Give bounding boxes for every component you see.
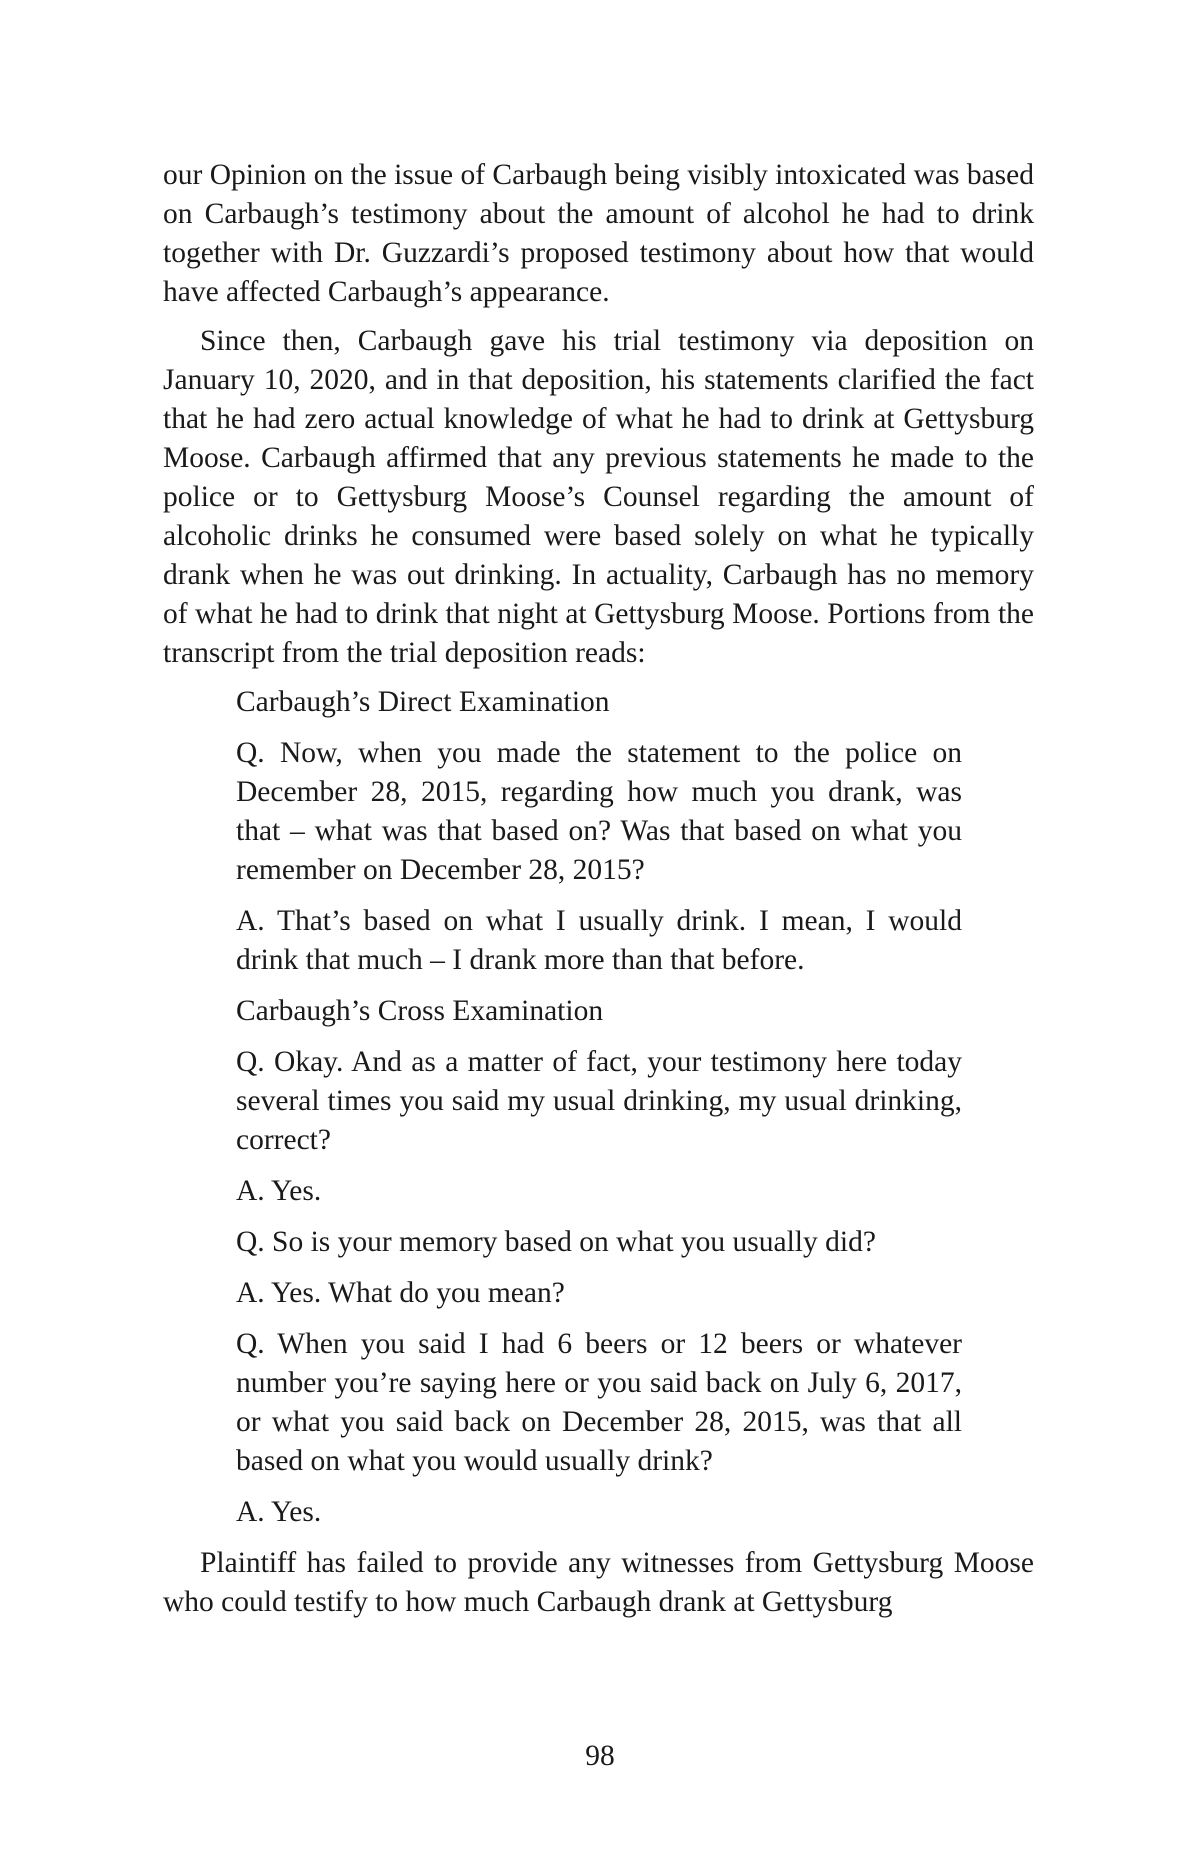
transcript-answer: A. Yes. — [236, 1496, 322, 1528]
transcript-question: Q. Okay. And as a matter of fact, your testimony here today several times you said my usual drinking, my usual drinking, correct? — [236, 1046, 962, 1156]
direct-examination-heading: Carbaugh’s Direct Examination — [236, 686, 610, 718]
transcript-question: Q. So is your memory based on what you usually did? — [236, 1226, 876, 1258]
deposition-paragraph: Since then, Carbaugh gave his trial testimony via deposition on January 10, 2020, and in that deposition, his statements clarified the fact that he had zero actual knowledge of what he had to drink at Gettysburg Moose. Carbaugh affirmed that any previous statements he made to the police or to Gettysburg Moose’s Counsel regarding the amount of alcoholic drinks he consumed were based solely on what he typically drank when he was out drinking. In actuality, Carbaugh has no memory of what he had to drink that night at Gettysburg Moose. Portions from the transcript from the trial deposition reads: — [163, 325, 1034, 669]
transcript-question: Q. When you said I had 6 beers or 12 beers or whatever number you’re saying here or you said back on July 6, 2017, or what you said back on December 28, 2015, was that all based on what you would usually drink? — [236, 1328, 962, 1477]
page-number: 98 — [585, 1740, 615, 1772]
transcript-excerpt — [236, 683, 962, 1532]
closing-paragraph: Plaintiff has failed to provide any witnesses from Gettysburg Moose who could testify to how much Carbaugh drank at Gettysburg — [163, 1547, 1034, 1618]
page-body — [163, 156, 1034, 1632]
cross-examination-heading: Carbaugh’s Cross Examination — [236, 995, 604, 1027]
transcript-answer: A. Yes. What do you mean? — [236, 1277, 565, 1309]
transcript-answer: A. That’s based on what I usually drink. I mean, I would drink that much – I drank more than that before. — [236, 905, 962, 976]
transcript-question: Q. Now, when you made the statement to the police on December 28, 2015, regarding how much you drank, was that – what was that based on? Was that based on what you remember on December 28, 2015? — [236, 737, 962, 886]
intro-paragraph: our Opinion on the issue of Carbaugh being visibly intoxicated was based on Carbaugh’s testimony about the amount of alcohol he had to drink together with Dr. Guzzardi’s proposed testimony about how that would have affected Carbaugh’s appearance. — [163, 159, 1034, 308]
transcript-answer: A. Yes. — [236, 1175, 322, 1207]
